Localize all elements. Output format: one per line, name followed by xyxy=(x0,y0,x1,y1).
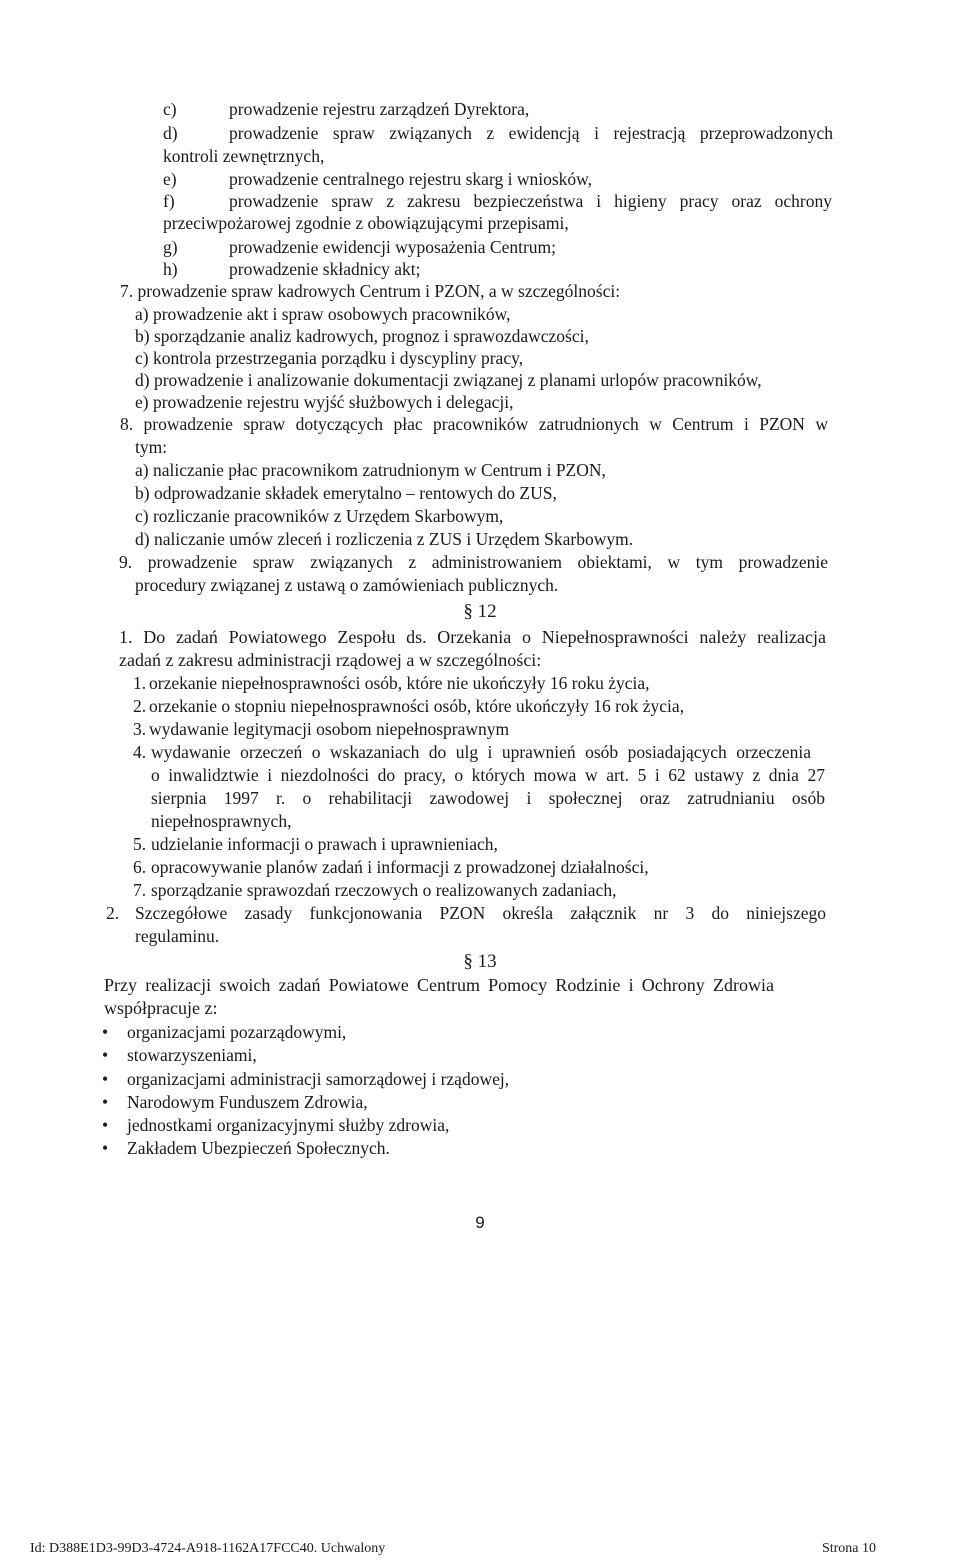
section-12-paragraph-1-cont: zadań z zakresu administracji rządowej a w szczególności: xyxy=(119,650,542,670)
section-12-item-cont: sierpnia 1997 r. o rehabilitacji zawodowej i społecznej oraz zatrudnianiu osób xyxy=(151,788,825,808)
item-9-heading: 9. prowadzenie spraw związanych z administrowaniem obiektami, w tym prowadzenie xyxy=(119,552,828,572)
bullet-item: Narodowym Funduszem Zdrowia, xyxy=(127,1092,368,1112)
bullet-item: Zakładem Ubezpieczeń Społecznych. xyxy=(127,1138,390,1158)
item-9-continuation: procedury związanej z ustawą o zamówieniach publicznych. xyxy=(135,575,559,595)
page-number: 9 xyxy=(475,1213,485,1232)
section-12-paragraph-2: Szczegółowe zasady funkcjonowania PZON określa załącznik nr 3 do niniejszego xyxy=(135,903,826,923)
section-12-item-number: 2. xyxy=(133,696,147,716)
section-12-paragraph-1: 1. Do zadań Powiatowego Zespołu ds. Orzekania o Niepełnosprawności należy realizacja xyxy=(119,627,826,647)
bullet-item: stowarzyszeniami, xyxy=(127,1045,257,1065)
bullet-item: organizacjami administracji samorządowej i rządowej, xyxy=(127,1069,510,1089)
list-item-text: prowadzenie spraw z zakresu bezpieczeństwa i higieny pracy oraz ochrony xyxy=(229,191,832,211)
list-label: f) xyxy=(163,191,175,211)
item-8-sub: b) odprowadzanie składek emerytalno – rentowych do ZUS, xyxy=(135,483,557,503)
section-12-item-number: 5. xyxy=(133,834,147,854)
section-12-item: udzielanie informacji o prawach i uprawnieniach, xyxy=(151,834,498,854)
item-7-sub: d) prowadzenie i analizowanie dokumentacji związanej z planami urlopów pracowników, xyxy=(135,370,762,390)
item-8-sub: d) naliczanie umów zleceń i rozliczenia z ZUS i Urzędem Skarbowym. xyxy=(135,529,634,549)
item-8-sub: a) naliczanie płac pracownikom zatrudnionym w Centrum i PZON, xyxy=(135,460,606,480)
item-7-heading: 7. prowadzenie spraw kadrowych Centrum i PZON, a w szczególności: xyxy=(120,281,621,301)
section-12-item: opracowywanie planów zadań i informacji z prowadzonej działalności, xyxy=(151,857,649,877)
item-8-heading: 8. prowadzenie spraw dotyczących płac pracowników zatrudnionych w Centrum i PZON w xyxy=(120,414,828,434)
item-7-sub: c) kontrola przestrzegania porządku i dyscypliny pracy, xyxy=(135,348,524,368)
section-12-item-cont: o inwalidztwie i niezdolności do pracy, o których mowa w art. 5 i 62 ustawy z dnia 27 xyxy=(151,765,825,785)
footer-document-id: Id: D388E1D3-99D3-4724-A918-1162A17FCC40. Uchwalony xyxy=(30,1541,386,1556)
section-12-heading: § 12 xyxy=(463,601,497,622)
list-label: c) xyxy=(163,99,177,119)
section-12-item-number: 4. xyxy=(133,742,147,762)
section-12-item: wydawanie legitymacji osobom niepełnosprawnym xyxy=(149,719,510,739)
section-12-paragraph-2-cont: regulaminu. xyxy=(135,926,220,946)
item-7-sub: b) sporządzanie analiz kadrowych, prognoz i sprawozdawczości, xyxy=(135,326,589,346)
bullet-marker: • xyxy=(102,1022,109,1042)
section-12-item: orzekanie niepełnosprawności osób, które nie ukończyły 16 roku życia, xyxy=(149,673,650,693)
bullet-marker: • xyxy=(102,1045,109,1065)
bullet-item: jednostkami organizacyjnymi służby zdrowia, xyxy=(127,1115,450,1135)
section-12-item-number: 7. xyxy=(133,880,147,900)
list-label: e) xyxy=(163,169,177,189)
item-7-sub: a) prowadzenie akt i spraw osobowych pracowników, xyxy=(135,304,511,324)
section-12-item-number: 1. xyxy=(133,673,147,693)
section-13-heading: § 13 xyxy=(463,951,497,972)
list-item-text: prowadzenie rejestru zarządzeń Dyrektora, xyxy=(229,99,530,119)
list-label: h) xyxy=(163,259,178,279)
item-8-sub: c) rozliczanie pracowników z Urzędem Skarbowym, xyxy=(135,506,504,526)
list-item-text: prowadzenie centralnego rejestru skarg i wniosków, xyxy=(229,169,593,189)
list-item-continuation: kontroli zewnętrznych, xyxy=(163,146,325,166)
list-item-continuation: przeciwpożarowej zgodnie z obowiązującymi przepisami, xyxy=(163,213,569,233)
section-13-intro-cont: współpracuje z: xyxy=(104,998,218,1018)
list-label: g) xyxy=(163,237,178,257)
list-item-text: prowadzenie spraw związanych z ewidencją i rejestracją przeprowadzonych xyxy=(229,123,833,143)
item-7-sub: e) prowadzenie rejestru wyjść służbowych i delegacji, xyxy=(135,392,514,412)
bullet-marker: • xyxy=(102,1069,109,1089)
section-12-item: orzekanie o stopniu niepełnosprawności osób, które ukończyły 16 rok życia, xyxy=(149,696,685,716)
section-12-paragraph-number: 2. xyxy=(106,903,120,923)
bullet-marker: • xyxy=(102,1092,109,1112)
footer-page-label: Strona 10 xyxy=(821,1541,876,1556)
section-12-item-number: 6. xyxy=(133,857,147,877)
list-item-text: prowadzenie ewidencji wyposażenia Centrum; xyxy=(229,237,557,257)
item-8-continuation: tym: xyxy=(135,437,168,457)
bullet-item: organizacjami pozarządowymi, xyxy=(127,1022,347,1042)
section-12-item-cont: niepełnosprawnych, xyxy=(151,811,292,831)
bullet-marker: • xyxy=(102,1115,109,1135)
list-label: d) xyxy=(163,123,178,143)
section-12-item: wydawanie orzeczeń o wskazaniach do ulg i uprawnień osób posiadających orzeczenia xyxy=(151,742,811,762)
list-item-text: prowadzenie składnicy akt; xyxy=(229,259,421,279)
section-13-intro: Przy realizacji swoich zadań Powiatowe Centrum Pomocy Rodzinie i Ochrony Zdrowia xyxy=(104,975,774,995)
section-12-item-number: 3. xyxy=(133,719,147,739)
bullet-marker: • xyxy=(102,1138,109,1158)
section-12-item: sporządzanie sprawozdań rzeczowych o realizowanych zadaniach, xyxy=(151,880,617,900)
